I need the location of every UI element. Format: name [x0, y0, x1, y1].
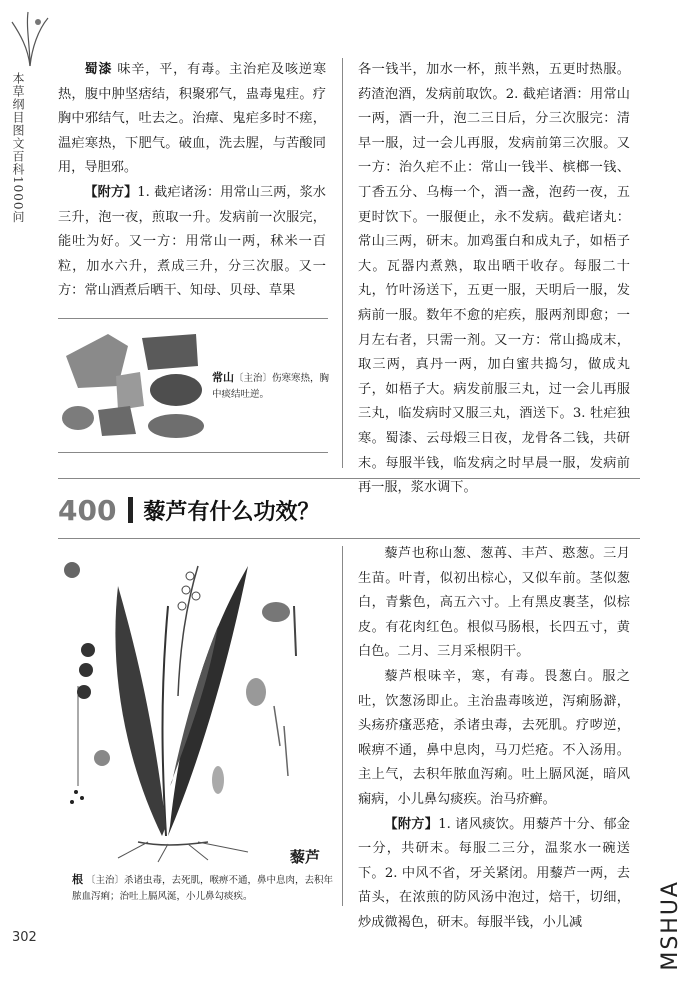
page-number: 302 [12, 930, 37, 945]
book-title-vertical: 本草纲目图文百科1000问 [11, 72, 25, 224]
shuqi-text: 味辛，平，有毒。主治疟及咳逆寒热，腹中肿坚痞结，积聚邪气，蛊毒鬼疰。疗胸中邪结气，吐去之。治瘴、鬼疟多时不瘥，温疟寒热，下肥气。破血，洗去腥，与苦酸同用，导胆邪。 [58, 62, 327, 176]
right-top-text: 各一钱半，加水一杯，煎半熟，五更时热服。药渣泡酒，发病前取饮。2. 截疟诸酒：用常山一两，酒一升，泡二三日后，分三次服完：清早一服，过一会儿再服，发病前第三次服。又一方：治久疟不止：常山一钱半、槟榔一钱、丁香五分、乌梅一个，酒一盏，泡药一夜，五更时饮下。一服便止，永不发病。截疟诸丸：常山三两，研末。加鸡蛋白和成丸子，如梧子大。瓦器内煮熟，取出晒干收存。每服二十丸，竹叶汤送下，五更一服，天明后一服，发病前一服。数年不愈的疟疾，服两剂即愈；一月左右者，只需一剂。又一方：常山捣成末，取三两，真丹一两，加白蜜共捣匀，做成丸子，如梧子大。病发前服三丸，过一会儿再服三丸，临发病时又服三丸，酒送下。3. 牡疟独寒。蜀漆、云母煅三日夜，龙骨各二钱，共研末。每服半钱，临发病之时早晨一服，发病前再一服，浆水调下。 [358, 62, 630, 496]
changshan-caption [212, 370, 332, 403]
shuqi-paragraph [58, 58, 326, 181]
root-caption [72, 872, 336, 905]
section-heading [58, 490, 319, 530]
section-top-rule [58, 478, 640, 479]
lilu-intro-paragraph: 藜芦也称山葱、葱苒、丰芦、憨葱。三月生苗。叶青，似初出棕心，又似车前。茎似葱白，青紫色，高五六寸。上有黑皮裹茎，似棕皮。有花肉红色。根似马肠根，长四五寸，黄白色。二月、三月采根阴干。 [358, 546, 630, 660]
root-text: 杀诸虫毒，去死肌，喉痹不通，鼻中息肉，去积年脓血泻痢；治吐上膈风涎，小儿鼻勾痰疾。 [72, 875, 334, 902]
lilu-fufang-paragraph [358, 813, 630, 936]
plant-label: 藜芦 [290, 848, 321, 866]
changshan-name: 常山 [212, 371, 234, 384]
changshan-tag: 〔主治〕 [234, 373, 273, 384]
watermark: MSHUA [658, 880, 683, 971]
section-bottom-rule [58, 538, 640, 539]
column-divider-bottom [342, 546, 343, 906]
orchid-ornament [8, 8, 52, 68]
image-box-top-rule [58, 318, 328, 319]
lilu-plant-illustration [58, 546, 332, 864]
section-title: 藜芦有什么功效？ [143, 499, 320, 525]
root-name: 根 [72, 873, 83, 886]
fufang-label: 【附方】 [84, 184, 138, 200]
changshan-text: 伤寒寒热，胸中痰结吐逆。 [212, 373, 330, 400]
root-tag: 〔主治〕 [86, 875, 125, 886]
section-number: 400 [58, 493, 117, 527]
lilu-root-paragraph: 藜芦根味辛，寒，有毒。畏葱白。服之吐，饮葱汤即止。主治蛊毒咳逆，泻痢肠澼，头疡疥瘙恶疮，杀诸虫毒，去死肌。疗哕逆，喉痹不通，鼻中息肉，马刀烂疮。不入汤用。主上气，去积年脓血泻痢。吐上膈风涎，暗风痫病，小儿鼻勾痰疾。治马疥癣。 [358, 668, 630, 807]
left-fufang-text: 1. 截疟诸汤：用常山三两，浆水三升，泡一夜，煎取一升。发病前一次服完，能吐为好。又一方：用常山一两，秫米一百粒，加水六升，煮成三升，分三次服。又一方：常山酒煮后晒干、知母、贝母、草果 [58, 184, 326, 299]
changshan-herb-image [58, 326, 208, 444]
shuqi-term: 蜀漆 [84, 62, 113, 77]
lilu-fufang-label: 【附方】 [384, 816, 439, 832]
left-top-column [58, 58, 326, 304]
left-fufang-paragraph [58, 181, 326, 304]
lilu-fufang-text: 1. 诸风痰饮。用藜芦十分、郁金一分，共研末。每服二三分，温浆水一碗送下。2. 中风不省，牙关紧闭。用藜芦一两，去苗头，在浓煎的防风汤中泡过，焙干，切细，炒成微褐色，研末。每服半钱，小儿减 [358, 816, 630, 930]
section-bar [128, 497, 133, 523]
image-box-bottom-rule [58, 452, 328, 453]
right-top-column [358, 58, 630, 501]
right-bottom-column [358, 542, 630, 936]
column-divider-top [342, 58, 343, 468]
